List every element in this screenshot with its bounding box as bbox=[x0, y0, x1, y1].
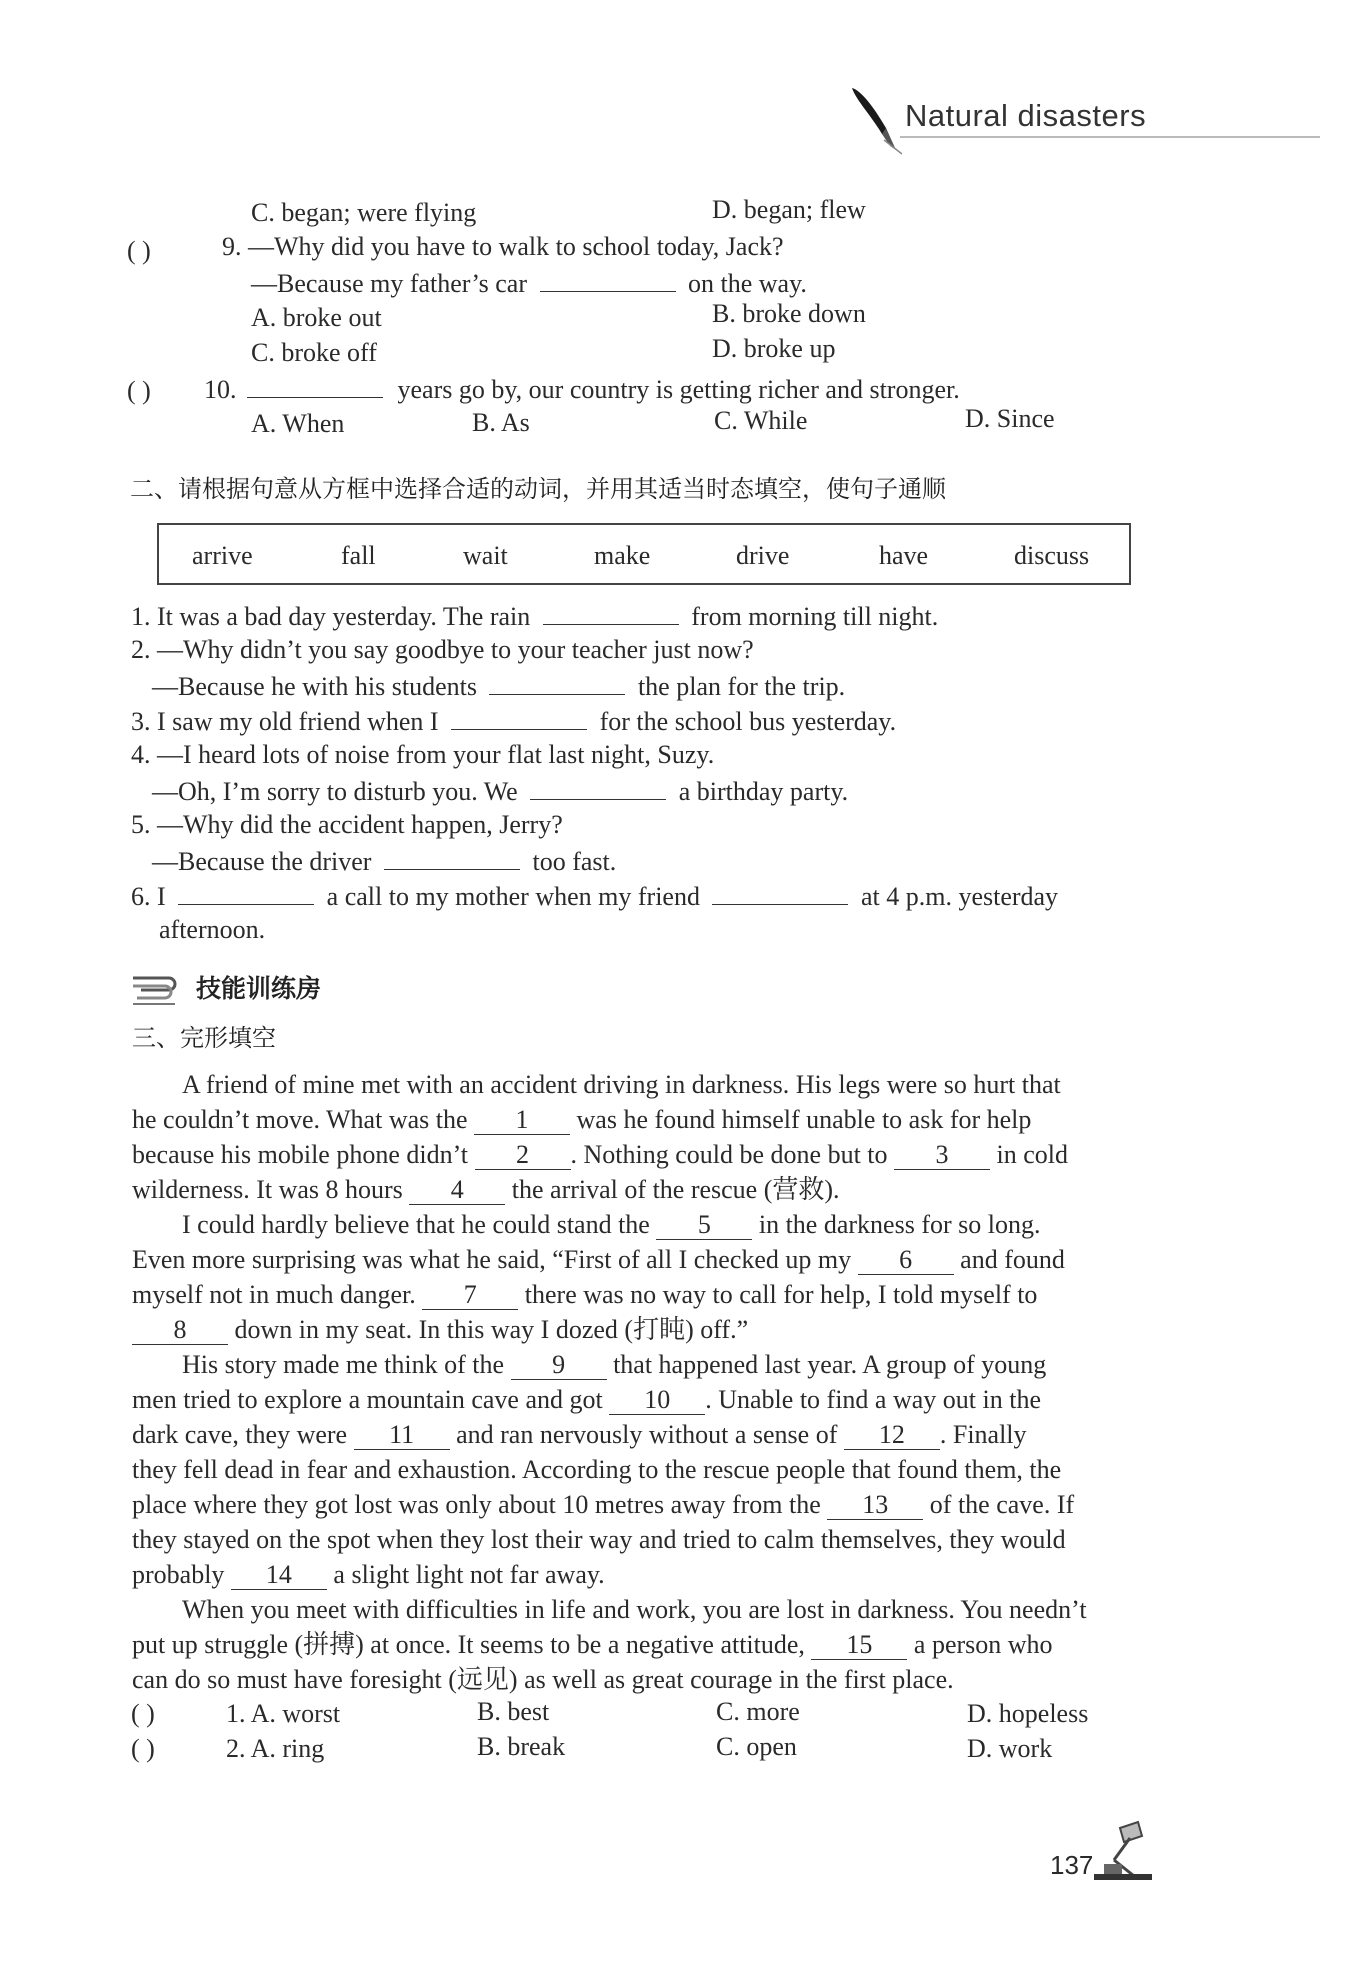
cloze-blank-15[interactable]: 15 bbox=[811, 1631, 907, 1660]
mcq-2-option-c: C. open bbox=[716, 1732, 797, 1761]
cloze-blank-10[interactable]: 10 bbox=[609, 1386, 705, 1415]
pen-icon bbox=[846, 84, 902, 156]
mcq-2-answer-paren[interactable]: ( ) bbox=[131, 1734, 155, 1763]
mcq-1-option-a: 1. A. worst bbox=[226, 1699, 341, 1728]
s2-item-1: 1. It was a bad day yesterday. The rain from morning till night. bbox=[131, 598, 938, 634]
cloze-blank-9[interactable]: 9 bbox=[511, 1351, 607, 1380]
skill-section-title: 技能训练房 bbox=[196, 974, 322, 1003]
mcq-2-option-a: 2. A. ring bbox=[226, 1734, 325, 1763]
q9-option-c: C. broke off bbox=[251, 338, 377, 367]
section2-title: 二、请根据句意从方框中选择合适的动词，并用其适当时态填空，使句子通顺 bbox=[130, 475, 946, 503]
mcq-1-answer-paren[interactable]: ( ) bbox=[131, 1699, 155, 1728]
cloze-blank-8[interactable]: 8 bbox=[132, 1316, 228, 1345]
cloze-blank-6[interactable]: 6 bbox=[858, 1246, 954, 1275]
mcq-1-option-c: C. more bbox=[716, 1697, 800, 1726]
s2-blank-1[interactable] bbox=[543, 598, 679, 625]
passage-paragraph-2: I could hardly believe that he could stand the 5 in the darkness for so long. Even more surprising was what he said, “First of all I checked up my 6 and found myself not in much danger. 7 there was no way to call for help, I told myself to 8 down in my seat. In this way I dozed (打盹) off.” bbox=[132, 1210, 1065, 1344]
q9-answer-paren[interactable]: ( ) bbox=[127, 236, 151, 265]
s2-item-2-answer: —Because he with his students the plan for the trip. bbox=[152, 668, 845, 704]
s2-item-2-question: 2. —Why didn’t you say goodbye to your teacher just now? bbox=[131, 635, 754, 664]
q10-text: years go by, our country is getting richer and stronger. bbox=[397, 375, 960, 404]
word-wait: wait bbox=[463, 541, 508, 570]
cloze-blank-3[interactable]: 3 bbox=[894, 1141, 990, 1170]
cloze-blank-7[interactable]: 7 bbox=[422, 1281, 518, 1310]
word-arrive: arrive bbox=[192, 541, 253, 570]
mcq-2-option-d: D. work bbox=[967, 1734, 1053, 1763]
s2-item-5-answer: —Because the driver too fast. bbox=[152, 843, 616, 879]
q9-blank[interactable] bbox=[540, 265, 676, 292]
q8-option-d: D. began; flew bbox=[712, 195, 866, 224]
q9-line2 bbox=[251, 265, 807, 301]
cloze-blank-5[interactable]: 5 bbox=[656, 1211, 752, 1240]
q10-line bbox=[204, 371, 960, 407]
cloze-blank-4[interactable]: 4 bbox=[409, 1176, 505, 1205]
word-discuss: discuss bbox=[1014, 541, 1090, 570]
s2-item-3: 3. I saw my old friend when I for the school bus yesterday. bbox=[131, 703, 896, 739]
q10-option-a: A. When bbox=[251, 409, 345, 438]
q8-option-c: C. began; were flying bbox=[251, 198, 477, 227]
q10-option-c: C. While bbox=[714, 406, 808, 435]
desk-lamp-icon bbox=[1090, 1820, 1160, 1884]
word-have: have bbox=[879, 541, 929, 570]
s2-blank-5[interactable] bbox=[384, 843, 520, 870]
chapter-title: Natural disasters bbox=[905, 98, 1147, 133]
cloze-blank-11[interactable]: 11 bbox=[354, 1421, 450, 1450]
q9-option-a: A. broke out bbox=[251, 303, 382, 332]
s2-item-6-cont: afternoon. bbox=[159, 915, 266, 944]
mcq-1-option-b: B. best bbox=[477, 1697, 550, 1726]
s2-blank-4[interactable] bbox=[530, 773, 666, 800]
q10-answer-paren[interactable]: ( ) bbox=[127, 376, 151, 405]
q10-blank[interactable] bbox=[247, 371, 383, 398]
passage-paragraph-1: A friend of mine met with an accident driving in darkness. His legs were so hurt that he couldn’t move. What was the 1 was he found himself unable to ask for help because his mobile phone didn’t 2 . Nothing could be done but to 3 in cold wilderness. It was 8 hours 4 the arrival of the rescue (营救). bbox=[132, 1070, 1069, 1204]
passage-paragraph-3: His story made me think of the 9 that happened last year. A group of young men tried to explore a mountain cave and got 10 . Unable to find a way out in the dark cave, they were 11 and ran nervously without a sense of 12 . Finally they fell dead in fear and exhaustion. According to the rescue people that found them, the place where they got lost was only about 10 metres away from the 13 of the cave. If they stayed on the spot when they lost their way and tried to calm themselves, they would probably 14 a slight light not far away. bbox=[132, 1350, 1075, 1589]
q9-question: 9. —Why did you have to walk to school today, Jack? bbox=[222, 232, 784, 261]
s2-blank-6a[interactable] bbox=[178, 878, 314, 905]
s2-item-4-question: 4. —I heard lots of noise from your flat last night, Suzy. bbox=[131, 740, 715, 769]
word-make: make bbox=[594, 541, 651, 570]
page-number: 137 bbox=[1050, 1850, 1094, 1880]
cloze-blank-2[interactable]: 2 bbox=[475, 1141, 571, 1170]
s2-item-4-answer: —Oh, I’m sorry to disturb you. We a birthday party. bbox=[152, 773, 848, 809]
cloze-blank-14[interactable]: 14 bbox=[231, 1561, 327, 1590]
cloze-blank-12[interactable]: 12 bbox=[844, 1421, 940, 1450]
header-rule bbox=[900, 136, 1320, 138]
q10-option-d: D. Since bbox=[965, 404, 1055, 433]
word-drive: drive bbox=[736, 541, 790, 570]
cloze-blank-1[interactable]: 1 bbox=[474, 1106, 570, 1135]
q9-line2-a: —Because my father’s car bbox=[251, 269, 528, 298]
s2-item-6: 6. I a call to my mother when my friend at 4 p.m. yesterday bbox=[131, 878, 1058, 914]
passage-paragraph-4: When you meet with difficulties in life and work, you are lost in darkness. You needn’t put up struggle (拼搏) at once. It seems to be a negative attitude, 15 a person who can do so must have foresight (远见) as well as great courage in the first place. bbox=[132, 1595, 1087, 1694]
mcq-2-option-b: B. break bbox=[477, 1732, 566, 1761]
s2-blank-3[interactable] bbox=[451, 703, 587, 730]
q9-option-d: D. broke up bbox=[712, 334, 836, 363]
s2-blank-2[interactable] bbox=[489, 668, 625, 695]
q9-option-b: B. broke down bbox=[712, 299, 866, 328]
q9-line2-b: on the way. bbox=[688, 269, 807, 298]
cloze-blank-13[interactable]: 13 bbox=[827, 1491, 923, 1520]
s2-blank-6b[interactable] bbox=[712, 878, 848, 905]
q10-option-b: B. As bbox=[472, 408, 530, 437]
skill-section-icon bbox=[131, 972, 179, 1006]
s2-item-5-question: 5. —Why did the accident happen, Jerry? bbox=[131, 810, 563, 839]
mcq-1-option-d: D. hopeless bbox=[967, 1699, 1089, 1728]
word-fall: fall bbox=[341, 541, 376, 570]
section3-title: 三、完形填空 bbox=[132, 1024, 276, 1052]
q10-number: 10. bbox=[204, 375, 237, 404]
word-box bbox=[157, 523, 1131, 585]
